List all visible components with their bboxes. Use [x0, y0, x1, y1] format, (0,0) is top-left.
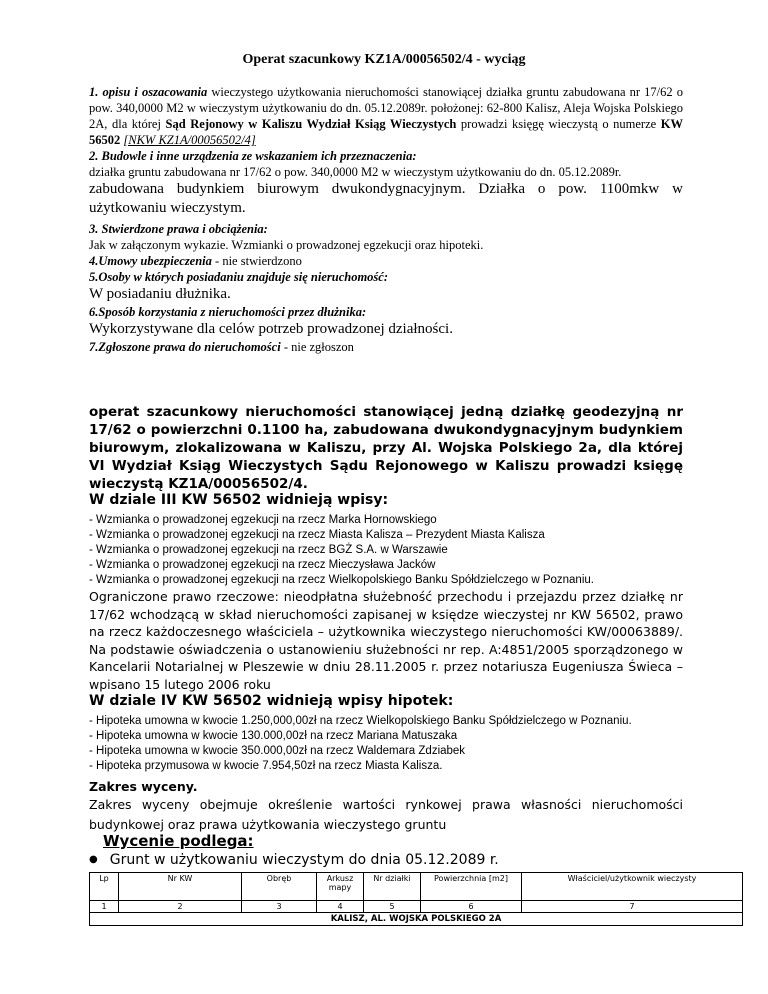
list-item: - Hipoteka przymusowa w kwocie 7.954,50zł na rzecz Miasta Kalisza. [89, 760, 443, 772]
table-header: Obręb [242, 873, 317, 901]
section-1-summary [89, 84, 683, 355]
wycenie-bullet: ● Grunt w użytkowaniu wieczystym do dnia 05.12.2089 r. [89, 852, 499, 868]
table-cell: KALISZ, AL. WOJSKA POLSKIEGO 2A [90, 913, 743, 926]
item-2-heading: 2. Budowle i inne urządzenia ze wskazaniem ich przeznaczenia: [89, 149, 417, 163]
list-item: - Hipoteka umowna w kwocie 1.250,000,00zł na rzecz Wielkopolskiego Banku Spółdzielczego w Poznaniu. [89, 715, 632, 727]
table-cell: 4 [317, 901, 364, 913]
item-7: 7.Zgłoszone prawa do nieruchomości - nie zgłoszon [89, 340, 354, 354]
item-6-heading: 6.Sposób korzystania z nieruchomości przez dłużnika: [89, 305, 367, 319]
table-cell: 2 [119, 901, 242, 913]
list-item: - Wzmianka o prowadzonej egzekucji na rzecz BGŻ S.A. w Warszawie [89, 544, 448, 556]
list-item: - Wzmianka o prowadzonej egzekucji na rzecz Wielkopolskiego Banku Spółdzielczego w Poznaniu. [89, 574, 594, 586]
dzial-3-heading: W dziale III KW 56502 widnieją wpisy: [89, 492, 389, 508]
table-cell: 1 [90, 901, 119, 913]
table-cell: 5 [364, 901, 421, 913]
nkw-reference: [NKW KZ1A/00056502/4] [123, 133, 256, 147]
zakres-heading: Zakres wyceny. [89, 779, 198, 794]
dzial-3-list [89, 513, 689, 588]
table-header: Nr działki [364, 873, 421, 901]
item-4: 4.Umowy ubezpieczenia - nie stwierdzono [89, 254, 302, 268]
item-3-heading: 3. Stwierdzone prawa i obciążenia: [89, 222, 268, 236]
dzial-4-list [89, 714, 689, 774]
document-title: Operat szacunkowy KZ1A/00056502/4 - wyciąg [242, 52, 526, 67]
table-header: Arkusz mapy [317, 873, 364, 901]
list-item: - Hipoteka umowna w kwocie 130.000,00zł na rzecz Mariana Matuszaka [89, 730, 458, 742]
parcel-table [89, 872, 743, 926]
table-header: Lp [90, 873, 119, 901]
item-2-description: zabudowana budynkiem biurowym dwukondygnacyjnym. Działka o pow. 1100mkw w użytkowaniu wieczystym. [89, 181, 683, 216]
table-cell: 7 [522, 901, 743, 913]
item-6-text: Wykorzystywane dla celów potrzeb prowadzonej działności. [89, 321, 453, 337]
zakres-section [89, 778, 683, 835]
item-1: 1. opisu i oszacowania wieczystego użytkowania nieruchomości stanowiącej działka gruntu zabudowana nr 17/62 o pow. 340,0000 M2 w wieczystym użytkowaniu do dn. 05.12.2089r. położonej: 62-800 Kalisz, Aleja Wojska Polskiego 2A, dla której Sąd Rejonowy w Kaliszu Wydział Ksiąg Wieczystych prowadzi księgę wieczystą o numerze KW 56502 [NKW KZ1A/00056502/4] [89, 85, 683, 147]
table-header: Właściciel/użytkownik wieczysty [522, 873, 743, 901]
item-5-heading: 5.Osoby w których posiadaniu znajduje się nieruchomość: [89, 270, 388, 284]
valuation-summary: operat szacunkowy nieruchomości stanowiącej jedną działkę geodezyjną nr 17/62 o powierzchni 0.1100 ha, zabudowana dwukondygnacyjnym budynkiem biurowym, zlokalizowana w Kaliszu, przy Al. Wojska Polskiego 2a, dla której VI Wydział Ksiąg Wieczystych Sądu Rejonowego w Kaliszu prowadzi księgę wieczystą KZ1A/00056502/4. [89, 404, 683, 492]
table-cell: 6 [421, 901, 522, 913]
list-item: - Wzmianka o prowadzonej egzekucji na rzecz Marka Hornowskiego [89, 514, 437, 526]
dzial-4-heading: W dziale IV KW 56502 widnieją wpisy hipotek: [89, 693, 454, 709]
list-item: - Wzmianka o prowadzonej egzekucji na rzecz Miasta Kalisza – Prezydent Miasta Kalisza [89, 529, 545, 541]
table-header: Powierzchnia [m2] [421, 873, 522, 901]
table-header: Nr KW [119, 873, 242, 901]
item-2-line: działka gruntu zabudowana nr 17/62 o pow. 340,0000 M2 w wieczystym użytkowaniu do dn. 05.12.2089r. [89, 165, 622, 179]
table-number-row [90, 901, 743, 913]
bullet-icon: ● [89, 854, 98, 865]
list-item: - Wzmianka o prowadzonej egzekucji na rzecz Mieczysława Jacków [89, 559, 436, 571]
dzial-3-section [89, 492, 689, 774]
table-header-row [90, 873, 743, 901]
item-5-text: W posiadaniu dłużnika. [89, 286, 231, 302]
table-cell: 3 [242, 901, 317, 913]
item-3-text: Jak w załączonym wykazie. Wzmianki o prowadzonej egzekucji oraz hipoteki. [89, 238, 484, 252]
table-location-row [90, 913, 743, 926]
zakres-text: Zakres wyceny obejmuje określenie wartości rynkowej prawa własności nieruchomości budynkowej oraz prawa użytkowania wieczystego gruntu [89, 797, 683, 832]
wycenie-heading: Wycenie podlega: [103, 832, 254, 850]
easement-paragraph: Ograniczone prawo rzeczowe: nieodpłatna służebność przechodu i przejazdu przez działkę nr 17/62 wchodzącą w skład nieruchomości zapisanej w księdze wieczystej nr KW 56502, prawo na rzecz każdoczesnego właściciela – użytkownika wieczystego nieruchomości KW/00063889/. Na podstawie oświadczenia o ustanowieniu służebności nr rep. A:4851/2005 sporządzonego w Kancelarii Notarialnej w Pleszewie w dniu 28.11.2005 r. przez notariusza Eugeniusza Świeca – wpisano 15 lutego 2006 roku [89, 589, 683, 692]
list-item: - Hipoteka umowna w kwocie 350.000,00zł na rzecz Waldemara Zdziabek [89, 745, 466, 757]
